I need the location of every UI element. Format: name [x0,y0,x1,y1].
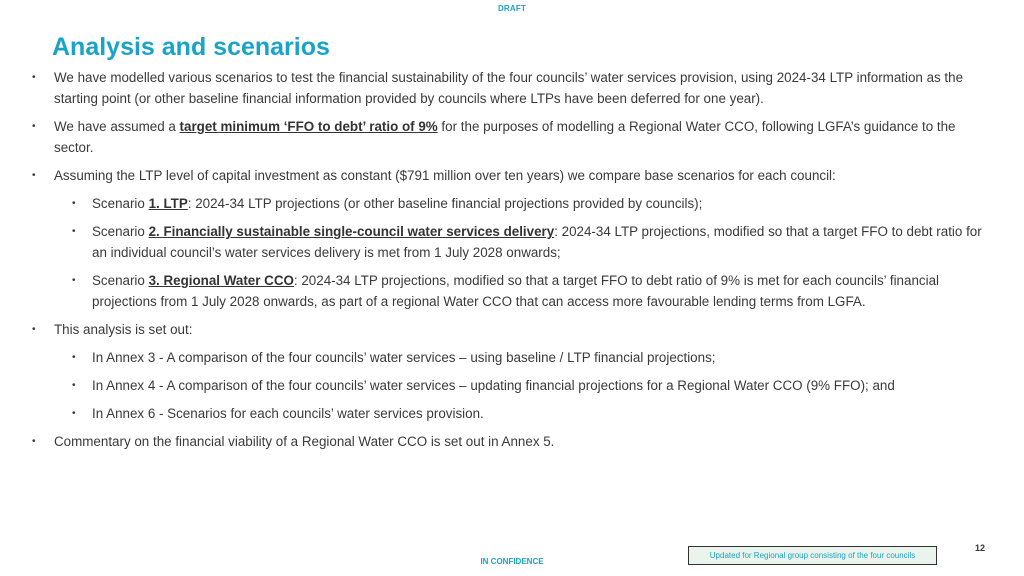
bullet-text: In Annex 3 - A comparison of the four councils’ water services – using baseline / LTP financial projections; [92,350,716,365]
bullet-icon: • [72,275,76,286]
bullet-analysis-set-out [32,319,990,340]
bullet-target-ratio [32,116,990,158]
bullet-text: In Annex 4 - A comparison of the four councils’ water services – updating financial projections for a Regional Water CCO (9% FFO); and [92,378,895,393]
bullet-icon: • [72,198,76,209]
bullet-text: Scenario [92,224,149,239]
bullet-text: We have assumed a [54,119,180,134]
bullet-icon: • [72,226,76,237]
page-number: 12 [975,543,986,553]
update-note: Updated for Regional group consisting of the four councils [688,546,937,565]
bullet-text: for the purposes of modelling a Regional Water CCO, following LGFA’s guidance to the sector. [54,119,956,155]
bullet-capital-investment [32,165,990,186]
confidence-label: IN CONFIDENCE [480,557,544,566]
bullet-text: : 2024-34 LTP projections, modified so that a target FFO to debt ratio of 9% is met for each councils’ financial projections from 1 July 2028 onwards, as part of a regional Water CCO that can access more favourable lending terms from LGFA. [92,273,939,309]
annex-4-item [32,375,990,396]
bullet-icon: • [32,72,36,83]
bullet-icon: • [72,352,76,363]
scenario-2-link[interactable]: 2. Financially sustainable single-council water services delivery [148,224,555,239]
bullet-icon: • [32,436,36,447]
draft-label: DRAFT [497,4,527,13]
slide-content [32,67,990,452]
scenario-1-link[interactable]: 1. LTP [148,196,188,211]
bullet-text: Scenario [92,196,149,211]
bullet-text: Scenario [92,273,149,288]
bullet-text: : 2024-34 LTP projections, modified so that a target FFO to debt ratio for an individual council’s water services delivery is met from 1 July 2028 onwards; [92,224,982,260]
scenario-1-item [32,193,990,214]
page-title: Analysis and scenarios [52,33,330,61]
bullet-text: Commentary on the financial viability of a Regional Water CCO is set out in Annex 5. [54,434,555,449]
bullet-icon: • [72,408,76,419]
bullet-commentary [32,431,990,452]
scenario-2-item [32,221,990,263]
bullet-text: : 2024-34 LTP projections (or other baseline financial projections provided by councils); [187,196,703,211]
annex-3-item [32,347,990,368]
scenario-3-item [32,270,990,312]
annex-6-item [32,403,990,424]
target-ratio-link[interactable]: target minimum ‘FFO to debt’ ratio of 9% [179,119,438,134]
bullet-icon: • [32,170,36,181]
bullet-icon: • [32,324,36,335]
scenario-3-link[interactable]: 3. Regional Water CCO [148,273,294,288]
bullet-text: In Annex 6 - Scenarios for each councils’ water services provision. [92,406,484,421]
bullet-text: Assuming the LTP level of capital investment as constant ($791 million over ten years) we compare base scenarios for each council: [54,168,836,183]
bullet-icon: • [72,380,76,391]
bullet-icon: • [32,121,36,132]
bullet-text: This analysis is set out: [54,322,193,337]
bullet-scenarios-modelled [32,67,990,109]
bullet-text: We have modelled various scenarios to test the financial sustainability of the four councils’ water services provision, using 2024-34 LTP information as the starting point (or other baseline financial information provided by councils where LTPs have been deferred for one year). [54,70,964,106]
